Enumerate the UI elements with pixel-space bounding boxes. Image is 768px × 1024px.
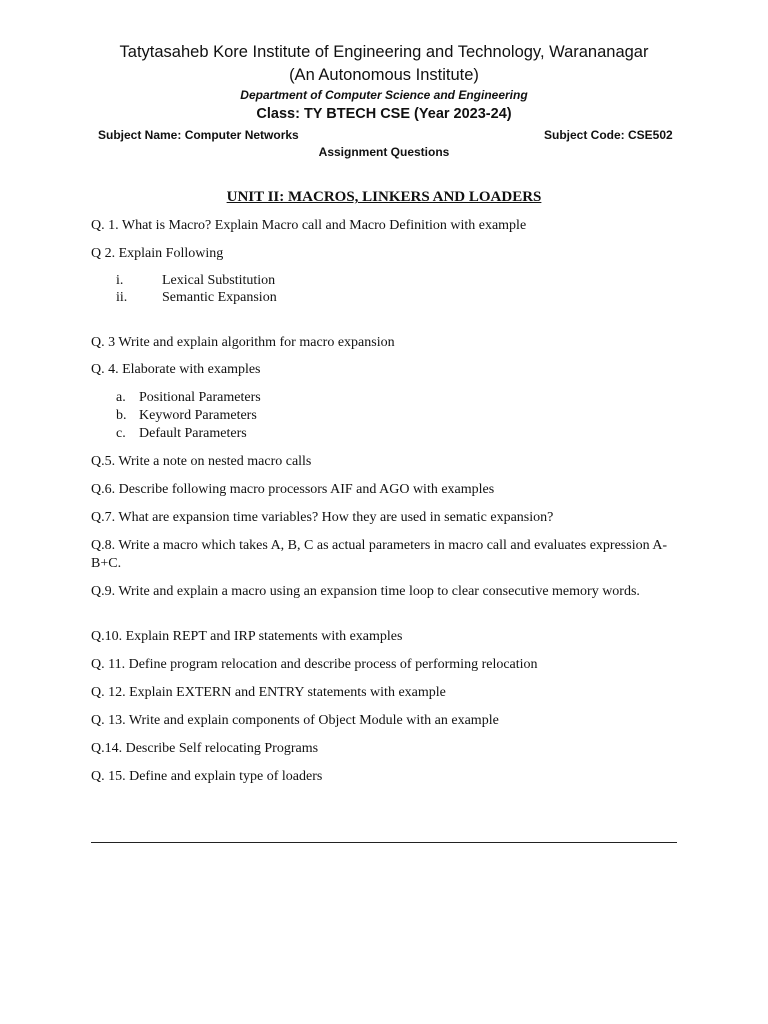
question-13: Q. 13. Write and explain components of Object Module with an example — [91, 713, 499, 728]
question-4: Q. 4. Elaborate with examples — [91, 362, 261, 377]
list-item-marker: a. — [116, 390, 126, 405]
question-15: Q. 15. Define and explain type of loaders — [91, 769, 323, 784]
unit-title: UNIT II: MACROS, LINKERS AND LOADERS — [226, 189, 542, 205]
list-item: Keyword Parameters — [139, 408, 257, 423]
question-5: Q.5. Write a note on nested macro calls — [91, 454, 312, 469]
assignment-title: Assignment Questions — [318, 145, 450, 159]
list-item: Default Parameters — [139, 426, 247, 441]
question-7: Q.7. What are expansion time variables? How they are used in sematic expansion? — [91, 510, 554, 525]
footer-divider — [91, 842, 677, 843]
list-item-marker: i. — [116, 273, 124, 288]
list-item: Positional Parameters — [139, 390, 261, 405]
question-6: Q.6. Describe following macro processors AIF and AGO with examples — [91, 482, 495, 497]
subject-name: Subject Name: Computer Networks — [98, 128, 299, 142]
question-9: Q.9. Write and explain a macro using an expansion time loop to clear consecutive memory words. — [91, 584, 640, 599]
list-item: Semantic Expansion — [162, 290, 277, 305]
list-item-marker: c. — [116, 426, 126, 441]
question-11: Q. 11. Define program relocation and describe process of performing relocation — [91, 657, 538, 672]
list-item-marker: ii. — [116, 290, 128, 305]
department-name: Department of Computer Science and Engineering — [240, 88, 528, 102]
subject-code: Subject Code: CSE502 — [544, 128, 673, 142]
institute-name: Tatytasaheb Kore Institute of Engineering and Technology, Warananagar — [119, 43, 649, 61]
question-2: Q 2. Explain Following — [91, 246, 224, 261]
question-8: Q.8. Write a macro which takes A, B, C as actual parameters in macro call and evaluates expression A-B+C. — [91, 538, 668, 571]
class-line: Class: TY BTECH CSE (Year 2023-24) — [256, 106, 512, 122]
question-3: Q. 3 Write and explain algorithm for macro expansion — [91, 335, 395, 350]
list-item-marker: b. — [116, 408, 127, 423]
question-14: Q.14. Describe Self relocating Programs — [91, 741, 319, 756]
question-12: Q. 12. Explain EXTERN and ENTRY statements with example — [91, 685, 446, 700]
question-10: Q.10. Explain REPT and IRP statements with examples — [91, 629, 403, 644]
list-item: Lexical Substitution — [162, 273, 276, 288]
institute-subtitle: (An Autonomous Institute) — [289, 66, 479, 84]
question-1: Q. 1. What is Macro? Explain Macro call and Macro Definition with example — [91, 218, 527, 233]
